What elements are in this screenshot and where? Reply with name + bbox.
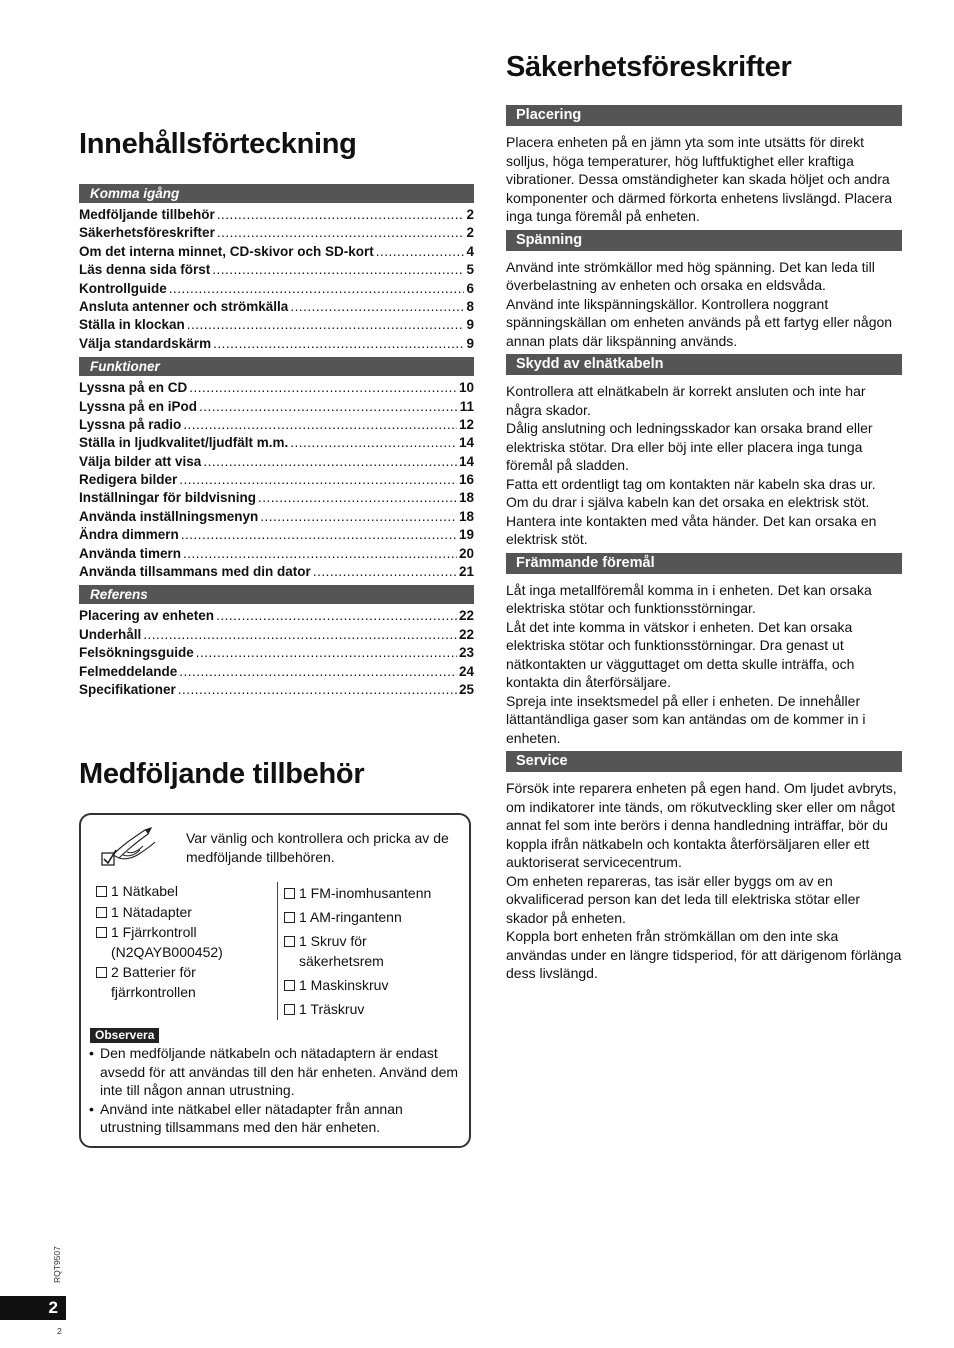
safety-section-heading: Placering xyxy=(506,105,902,126)
toc-entry[interactable] xyxy=(79,644,474,662)
accessory-line: säkerhetsrem xyxy=(299,952,384,969)
safety-paragraph: Spreja inte insektsmedel på eller i enheten. De innehåller lättantändliga gaser som kan antändas om de kommer in i enheten. xyxy=(506,692,866,746)
toc-entry-page: 21 xyxy=(458,564,474,580)
accessories-list-left xyxy=(96,882,276,1003)
toc-entry-label: Använda timern xyxy=(79,545,182,561)
toc-entry[interactable] xyxy=(79,206,474,224)
accessory-line: 2 Batterier för xyxy=(111,964,196,980)
accessory-line: 1 AM-ringantenn xyxy=(299,909,402,925)
toc-entry[interactable] xyxy=(79,298,474,316)
toc-entry[interactable] xyxy=(79,416,474,434)
toc-leader-dots xyxy=(179,471,457,489)
safety-paragraph: Låt det inte komma in vätskor i enheten. Det kan orsaka elektriska stötar och funktionsstörningar. Dra genast ut nätkontakten ur vägguttaget om detta skulle inträffa, och kontakta din återförsäljare. xyxy=(506,618,855,690)
safety-paragraph: Fatta ett ordentligt tag om kontakten när kabeln ska dras ur. Om du drar i själva kabeln kan det orsaka en elektrisk stöt. Hantera inte kontakten med våta händer. Det kan orsaka en elektrisk stöt. xyxy=(506,475,877,547)
toc-leader-dots xyxy=(143,626,457,644)
note-label: Observera xyxy=(90,1028,159,1043)
accessory-item xyxy=(284,908,464,928)
safety-section-heading: Främmande föremål xyxy=(506,553,902,574)
accessory-line: (N2QAYB000452) xyxy=(111,943,223,960)
toc-leader-dots xyxy=(178,681,457,699)
toc-entry-label: Ställa in ljudkvalitet/ljudfält m.m. xyxy=(79,435,289,451)
accessories-box xyxy=(79,813,471,1148)
toc-entry[interactable] xyxy=(79,224,474,242)
toc-leader-dots xyxy=(183,545,457,563)
toc-entry-label: Felmeddelande xyxy=(79,663,178,679)
toc-entry-page: 5 xyxy=(466,262,474,278)
toc-section-heading: Komma igång xyxy=(79,184,474,203)
safety-section-body xyxy=(506,581,902,748)
toc-entry[interactable] xyxy=(79,508,474,526)
toc-entry-page: 18 xyxy=(458,508,474,524)
toc-leader-dots xyxy=(290,298,464,316)
check-pen-icon xyxy=(99,824,159,870)
accessories-divider xyxy=(277,882,278,1020)
toc-entry-page: 9 xyxy=(466,317,474,333)
accessory-item xyxy=(96,882,276,902)
toc-entry-page: 25 xyxy=(458,681,474,697)
accessories-list-right xyxy=(284,884,464,1024)
accessories-intro: Var vänlig och kontrollera och pricka av de medföljande tillbehören. xyxy=(186,830,449,865)
toc-entry-page: 8 xyxy=(466,298,474,314)
safety-paragraph: Placera enheten på en jämn yta som inte utsätts för direkt solljus, höga temperaturer, hög luftfuktighet eller kraftiga vibrationer. Dessa omständigheter kan skada höljet och andra komponenter och därmed förkorta enhetens livslängd. Placera inga tunga föremål på enheten. xyxy=(506,134,892,224)
toc-entry-page: 23 xyxy=(458,645,474,661)
safety-paragraph: Kontrollera att elnätkabeln är korrekt ansluten och inte har några skador. xyxy=(506,383,866,418)
toc-entry[interactable] xyxy=(79,453,474,471)
toc-entry[interactable] xyxy=(79,681,474,699)
toc-entry[interactable] xyxy=(79,243,474,261)
checkbox-icon xyxy=(96,907,107,918)
safety-section-heading: Skydd av elnätkabeln xyxy=(506,354,902,375)
toc-entry-page: 2 xyxy=(466,225,474,241)
checkbox-icon xyxy=(284,888,295,899)
toc-leader-dots xyxy=(376,243,465,261)
safety-paragraph: Använd inte strömkällor med hög spänning. Det kan leda till överbelastning av enheten och orsaka en eldsvåda. xyxy=(506,258,875,293)
safety-section-body xyxy=(506,133,902,226)
toc-leader-dots xyxy=(189,379,457,397)
toc-leader-dots xyxy=(187,316,465,334)
accessory-line: 1 Nätadapter xyxy=(111,903,192,920)
toc-leader-dots xyxy=(216,607,457,625)
toc-entry-label: Välja standardskärm xyxy=(79,335,212,351)
safety-paragraph: Låt inga metallföremål komma in i enheten. Det kan orsaka elektriska stötar och funktionsstörningar. xyxy=(506,581,872,616)
accessory-item xyxy=(96,963,276,1002)
toc-entry[interactable] xyxy=(79,489,474,507)
safety-section xyxy=(506,230,902,351)
toc-entry[interactable] xyxy=(79,545,474,563)
toc-entry-page: 14 xyxy=(458,435,474,451)
safety-paragraph: Använd inte likspänningskällor. Kontrollera noggrant spänningskällan om enheten används på ett fartyg eller någon annan plats där likspänning används. xyxy=(506,295,893,349)
toc-section-heading: Funktioner xyxy=(79,357,474,376)
toc-entry-label: Använda tillsammans med din dator xyxy=(79,564,311,580)
toc-list xyxy=(79,379,474,581)
accessory-line: 1 FM-inomhusantenn xyxy=(299,885,432,901)
toc-entry-page: 10 xyxy=(458,380,474,396)
toc-entry[interactable] xyxy=(79,626,474,644)
toc-entry[interactable] xyxy=(79,379,474,397)
toc-entry[interactable] xyxy=(79,398,474,416)
toc-entry[interactable] xyxy=(79,335,474,353)
accessory-line: 1 Maskinskruv xyxy=(299,976,389,993)
accessory-line: fjärrkontrollen xyxy=(111,983,196,1000)
safety-section-body xyxy=(506,258,902,351)
toc-leader-dots xyxy=(183,416,457,434)
safety-title: Säkerhetsföreskrifter xyxy=(506,51,792,83)
checkbox-icon xyxy=(284,912,295,923)
toc-leader-dots xyxy=(258,489,457,507)
toc-entry[interactable] xyxy=(79,607,474,625)
safety-paragraph: Försök inte reparera enheten på egen hand. Om ljudet avbryts, om indikatorer inte tänds, om rökutveckling sker eller om något annat fel som inte berörs i denna handledning inträffar, bör du koppla ifrån nätkabeln och kontakta återförsäljaren eller ett auktoriserat servicecentrum. xyxy=(506,780,897,870)
toc-entry-page: 4 xyxy=(466,243,474,259)
accessory-item xyxy=(284,976,464,996)
safety-section-heading: Service xyxy=(506,751,902,772)
toc-entry-page: 20 xyxy=(458,545,474,561)
toc-entry-page: 12 xyxy=(458,416,474,432)
toc-entry-label: Läs denna sida först xyxy=(79,262,211,278)
toc-leader-dots xyxy=(212,261,464,279)
toc-entry-page: 9 xyxy=(466,335,474,351)
safety-section xyxy=(506,553,902,748)
page-number-small: 2 xyxy=(57,1326,62,1336)
toc-entry-label: Lyssna på en iPod xyxy=(79,398,198,414)
note-item: • Använd inte nätkabel eller nätadapter från annan utrustning tillsammans med den här enheten. xyxy=(89,1100,464,1137)
toc-entry-label: Ändra dimmern xyxy=(79,527,179,543)
toc-entry-label: Felsökningsguide xyxy=(79,645,194,661)
accessory-line: 1 Träskruv xyxy=(299,1000,365,1017)
toc-leader-dots xyxy=(217,206,465,224)
toc-entry-label: Medföljande tillbehör xyxy=(79,207,215,222)
toc-entry-page: 18 xyxy=(458,490,474,506)
toc-entry-page: 22 xyxy=(458,608,474,624)
safety-paragraph: Om enheten repareras, tas isär eller byggs om av en okvalificerad person kan det leda till elektriska stötar eller skador på enheten. xyxy=(506,872,861,926)
toc-entry[interactable] xyxy=(79,471,474,489)
toc-section-funktioner xyxy=(79,357,474,581)
toc-section-referens xyxy=(79,585,474,699)
toc-entry-page: 19 xyxy=(458,527,474,543)
toc-entry[interactable] xyxy=(79,261,474,279)
toc-entry-label: Redigera bilder xyxy=(79,472,178,488)
doc-code: RQT9507 xyxy=(52,1246,62,1283)
toc-entry[interactable] xyxy=(79,434,474,452)
toc-title: Innehållsförteckning xyxy=(79,128,357,160)
safety-section-body xyxy=(506,779,902,983)
toc-leader-dots xyxy=(203,453,457,471)
toc-leader-dots xyxy=(217,224,465,242)
toc xyxy=(79,184,474,703)
checkbox-icon xyxy=(284,936,295,947)
toc-entry[interactable] xyxy=(79,563,474,581)
safety-paragraph: Dålig anslutning och ledningsskador kan orsaka brand eller elektriska stötar. Dra eller böj inte eller placera inga tunga föremål på sladden. xyxy=(506,420,873,473)
safety-section xyxy=(506,105,902,226)
checkbox-icon xyxy=(284,1004,295,1015)
toc-leader-dots xyxy=(260,508,457,526)
checkbox-icon xyxy=(96,886,107,897)
toc-entry[interactable] xyxy=(79,663,474,681)
toc-entry-label: Lyssna på radio xyxy=(79,416,182,432)
accessory-item xyxy=(284,932,464,971)
note-item: • Den medföljande nätkabeln och nätadaptern är endast avsedd för att användas till den här enheten. Använd dem inte till någon annan utrustning. xyxy=(89,1044,464,1100)
toc-leader-dots xyxy=(290,434,457,452)
safety-section-heading: Spänning xyxy=(506,230,902,251)
toc-entry-page: 24 xyxy=(458,663,474,679)
toc-leader-dots xyxy=(213,335,464,353)
toc-leader-dots xyxy=(313,563,457,581)
toc-section-heading: Referens xyxy=(79,585,474,604)
toc-entry-label: Ansluta antenner och strömkälla xyxy=(79,298,289,314)
checkbox-icon xyxy=(96,967,107,978)
toc-entry-label: Specifikationer xyxy=(79,681,176,697)
toc-entry[interactable] xyxy=(79,526,474,544)
toc-leader-dots xyxy=(179,663,457,681)
accessory-item xyxy=(284,1000,464,1020)
safety-paragraph: Koppla bort enheten från strömkällan om den inte ska användas under en längre tidsperiod, för att därigenom förlänga dess livslängd. xyxy=(506,928,902,981)
page-number: 2 xyxy=(0,1296,66,1320)
checkbox-icon xyxy=(284,980,295,991)
toc-entry-page: 14 xyxy=(458,453,474,469)
toc-list xyxy=(79,607,474,699)
toc-entry[interactable] xyxy=(79,280,474,298)
toc-entry-label: Säkerhetsföreskrifter xyxy=(79,225,215,241)
toc-entry-page: 16 xyxy=(458,472,474,488)
toc-entry-label: Ställa in klockan xyxy=(79,317,185,333)
accessory-item xyxy=(96,923,276,962)
safety-section xyxy=(506,751,902,983)
accessory-line: 1 Nätkabel xyxy=(111,883,178,899)
toc-entry[interactable] xyxy=(79,316,474,334)
toc-entry-label: Om det interna minnet, CD-skivor och SD-kort xyxy=(79,243,374,259)
safety-sections xyxy=(506,105,902,987)
toc-leader-dots xyxy=(169,280,465,298)
toc-entry-page: 22 xyxy=(458,626,474,642)
toc-entry-label: Lyssna på en CD xyxy=(79,380,188,396)
toc-leader-dots xyxy=(181,526,457,544)
toc-entry-page: 2 xyxy=(466,207,474,222)
toc-entry-label: Kontrollguide xyxy=(79,280,167,296)
safety-section-body xyxy=(506,382,902,549)
toc-leader-dots xyxy=(199,398,458,416)
accessory-line: 1 Fjärrkontroll xyxy=(111,924,197,940)
accessory-item xyxy=(284,884,464,904)
safety-section xyxy=(506,354,902,549)
accessory-item xyxy=(96,903,276,923)
note-list xyxy=(89,1044,464,1137)
toc-entry-label: Placering av enheten xyxy=(79,608,215,624)
toc-entry-label: Underhåll xyxy=(79,626,142,642)
toc-entry-label: Välja bilder att visa xyxy=(79,453,202,469)
toc-entry-label: Använda inställningsmenyn xyxy=(79,508,259,524)
toc-section-komma-igang xyxy=(79,184,474,353)
toc-entry-page: 11 xyxy=(459,398,474,414)
checkbox-icon xyxy=(96,927,107,938)
accessory-line: 1 Skruv för xyxy=(299,933,367,949)
toc-entry-label: Inställningar för bildvisning xyxy=(79,490,257,506)
toc-leader-dots xyxy=(196,644,457,662)
toc-list xyxy=(79,206,474,353)
toc-entry-page: 6 xyxy=(466,280,474,296)
accessories-title: Medföljande tillbehör xyxy=(79,758,365,790)
